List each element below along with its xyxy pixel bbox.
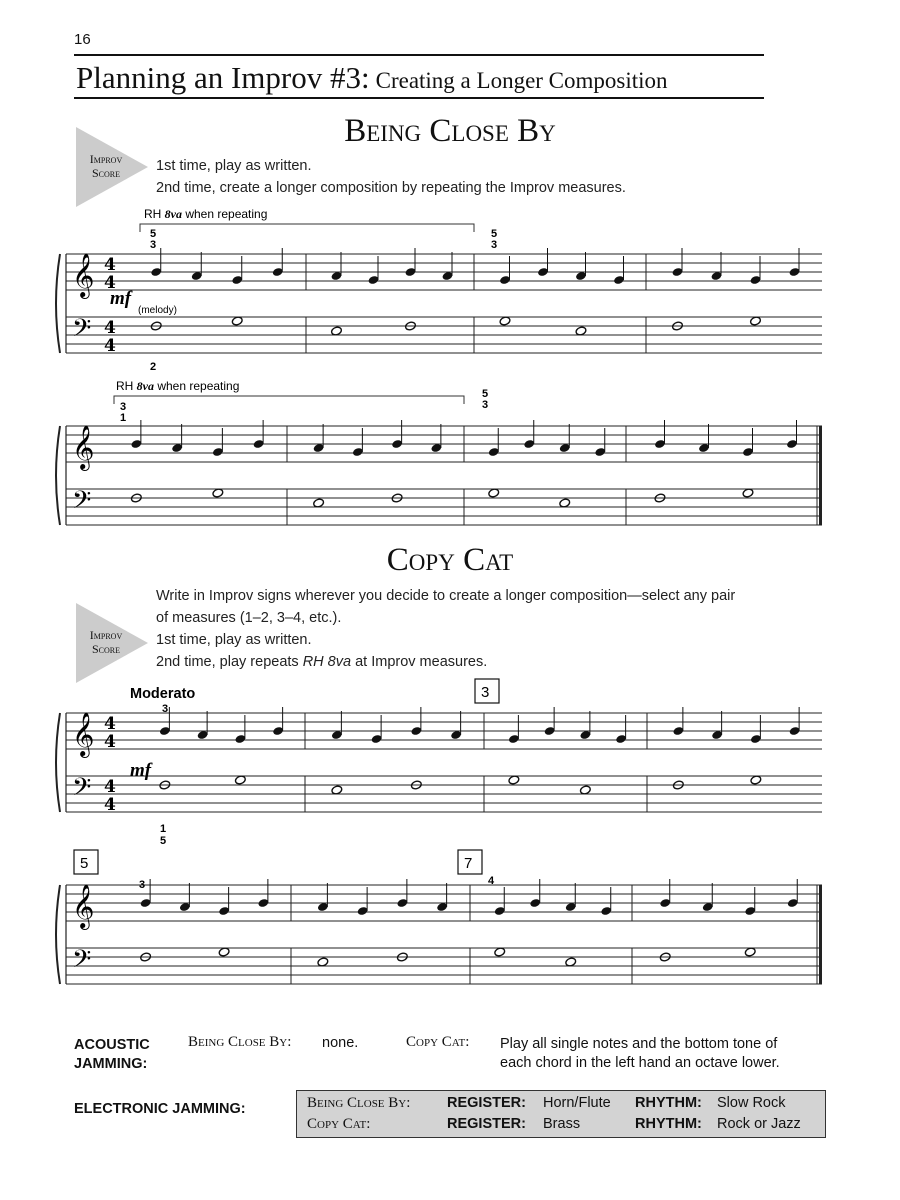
piece1-dynamic: mf <box>110 288 132 309</box>
brace <box>56 885 60 984</box>
heading-subtitle: Creating a Longer Composition <box>375 68 668 93</box>
improv-bracket <box>114 396 464 404</box>
piece2-instr-1: Write in Improv signs wherever you decide to create a longer composition—select any pair <box>156 588 736 604</box>
badge-line1: Improv <box>89 152 123 166</box>
time-signature: 4 <box>104 714 116 734</box>
treble-clef: 𝄞 <box>72 253 95 297</box>
final-barline <box>819 426 822 525</box>
fingering: 5 <box>482 388 489 400</box>
acoustic-piece1-value: none. <box>322 1035 359 1051</box>
acoustic-label: ACOUSTIC JAMMING: <box>74 1037 150 1072</box>
tempo-marking: Moderato <box>130 686 196 702</box>
piece2-instr-3: 1st time, play as written. <box>156 632 312 648</box>
fingering: 5 <box>150 228 157 240</box>
bass-clef: 𝄢 <box>72 945 92 980</box>
time-signature: 4 <box>104 255 116 275</box>
final-barline <box>819 885 822 984</box>
fingering: 5 <box>160 835 167 847</box>
badge-line2: Score <box>91 166 120 180</box>
treble-clef: 𝄞 <box>72 712 95 756</box>
bass-clef: 𝄢 <box>72 486 92 521</box>
piece1-instr-1: 1st time, play as written. <box>156 158 312 174</box>
bracket-label-2: RH 8va when repeating <box>116 379 240 393</box>
badge-line2: Score <box>91 642 120 656</box>
fingering: 1 <box>120 412 127 424</box>
measure-number: 3 <box>481 684 490 701</box>
piece1-title: Being Close By <box>344 113 556 149</box>
fingering: 3 <box>120 401 127 413</box>
piece2-system-2 <box>56 879 822 984</box>
brace <box>56 426 60 525</box>
fingering: 3 <box>139 879 146 891</box>
fingering: 3 <box>491 239 498 251</box>
fingering: 2 <box>150 361 157 373</box>
fingering: 5 <box>491 228 498 240</box>
fingering: 4 <box>488 875 495 887</box>
acoustic-piece2-value: Play all single notes and the bottom tone of each chord in the left hand an octave lower. <box>500 1036 780 1071</box>
bass-clef: 𝄢 <box>72 314 92 349</box>
piece2-instr-2: of measures (1–2, 3–4, etc.). <box>156 610 342 626</box>
improv-badge-2 <box>76 603 148 683</box>
fingering: 3 <box>150 239 157 251</box>
piece2-title: Copy Cat <box>386 542 514 578</box>
piece1-instr-2: 2nd time, create a longer composition by repeating the Improv measures. <box>156 180 626 196</box>
electronic-label: ELECTRONIC JAMMING: <box>74 1101 246 1117</box>
fingering: 3 <box>482 399 489 411</box>
bass-clef: 𝄢 <box>72 773 92 808</box>
bracket-label-1: RH 8va when repeating <box>144 207 268 221</box>
fingering: 1 <box>160 823 167 835</box>
brace <box>56 713 60 812</box>
acoustic-piece2-label: Copy Cat: <box>406 1034 470 1050</box>
improv-bracket <box>140 224 474 232</box>
piece1-dynamic-note: (melody) <box>138 305 177 316</box>
brace <box>56 254 60 353</box>
time-signature: 4 <box>104 732 116 752</box>
page-number: 16 <box>74 31 91 48</box>
measure-number: 7 <box>464 855 473 872</box>
time-signature: 4 <box>104 795 116 815</box>
fingering: 3 <box>162 703 169 715</box>
piece2-system-1 <box>56 707 822 815</box>
heading-title: Planning an Improv #3: <box>76 60 370 95</box>
time-signature: 4 <box>104 273 116 293</box>
piece1-system-2 <box>56 396 822 525</box>
treble-clef: 𝄞 <box>72 884 95 928</box>
measure-number: 5 <box>80 855 89 872</box>
time-signature: 4 <box>104 777 116 797</box>
piece2-dynamic: mf <box>130 760 152 781</box>
acoustic-piece1-label: Being Close By: <box>188 1034 292 1050</box>
treble-clef: 𝄞 <box>72 425 95 469</box>
electronic-jamming-box: Being Close By: REGISTER: Horn/Flute RHYTHM: Slow Rock Copy Cat: REGISTER: Brass RHYTHM: Rock or Jazz <box>296 1090 826 1138</box>
badge-line1: Improv <box>89 628 123 642</box>
time-signature: 4 <box>104 336 116 356</box>
piece1-system-1 <box>56 224 822 356</box>
time-signature: 4 <box>104 318 116 338</box>
piece2-instr-4: 2nd time, play repeats RH 8va at Improv measures. <box>156 654 488 670</box>
piece2-instructions <box>156 585 735 673</box>
